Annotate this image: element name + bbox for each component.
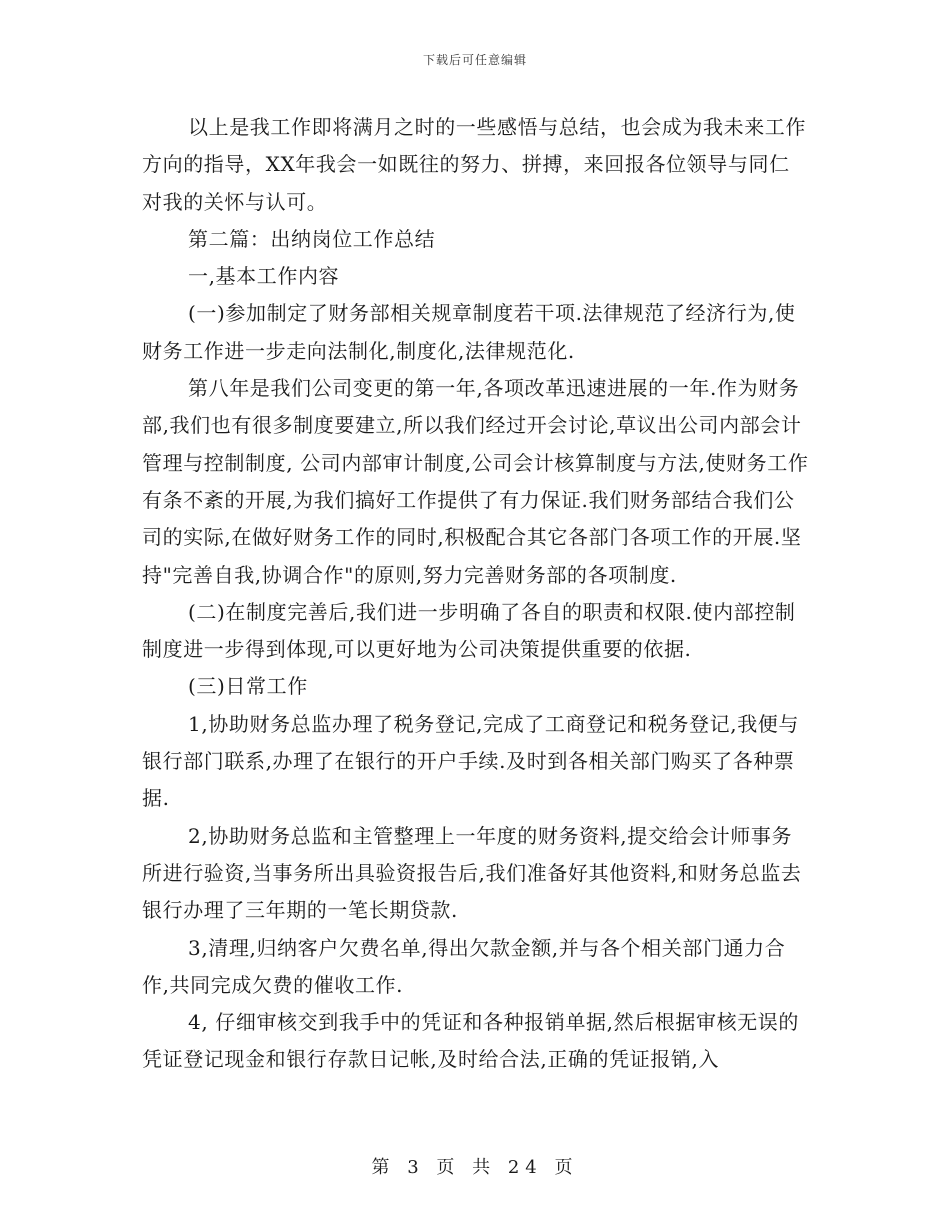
page-header: 下载后可任意编辑: [422, 53, 527, 67]
paragraph-item-2: (二)在制度完善后,我们进一步明确了各自的职责和权限.使内部控制制度进一步得到体现,可以更好地为公司决策提供重要的依据.: [142, 599, 796, 662]
paragraph-daily-3: 3,清理,归纳客户欠费名单,得出欠款金额,并与各个相关部门通力合作,共同完成欠费的催收工作.: [142, 935, 786, 997]
paragraph-daily-1: 1,协助财务总监办理了税务登记,完成了工商登记和税务登记,我便与银行部门联系,办理了在银行的开户手续.及时到各相关部门购买了各种票据.: [142, 711, 799, 811]
paragraph-item-1: (一)参加制定了财务部相关规章制度若干项.法律规范了经济行为,使财务工作进一步走向法制化,制度化,法律规范化.: [142, 301, 796, 363]
paragraph-year-eight: 第八年是我们公司变更的第一年,各项改革迅速进展的一年.作为财务部,我们也有很多制度要建立,所以我们经过开会讨论,草议出公司内部会计管理与控制制度, 公司内部审计制度,公司会计核算制度与方法,使财务工作有条不紊的开展,为我们搞好工作提供了有力保证.我们财务部结合我们公司的实际,在做好财务工作的同时,积极配合其它各部门各项工作的开展.坚持"完善自我,协调合作"的原则,努力完善财务部的各项制度.: [142, 376, 809, 587]
section-title: 第二篇：出纳岗位工作总结: [188, 226, 436, 251]
heading-basic-work: 一,基本工作内容: [188, 264, 340, 289]
paragraph-daily-2: 2,协助财务总监和主管整理上一年度的财务资料,提交给会计师事务所进行验资,当事务所出具验资报告后,我们准备好其他资料,和财务总监去银行办理了三年期的一笔长期贷款.: [142, 823, 802, 923]
paragraph-closing-summary: 以上是我工作即将满月之时的一些感悟与总结，也会成为我未来工作方向的指导，XX年我会一如既往的努力、拼搏，来回报各位领导与同仁对我的关怀与认可。: [142, 115, 806, 214]
paragraph-daily-4: 4, 仔细审核交到我手中的凭证和各种报销单据,然后根据审核无误的凭证登记现金和银行存款日记帐,及时给合法,正确的凭证报销,入: [142, 1010, 799, 1072]
page-number: 第 3 页 共 24 页: [371, 1157, 579, 1178]
document-body: [142, 109, 810, 1079]
heading-daily-work: (三)日常工作: [188, 674, 308, 699]
